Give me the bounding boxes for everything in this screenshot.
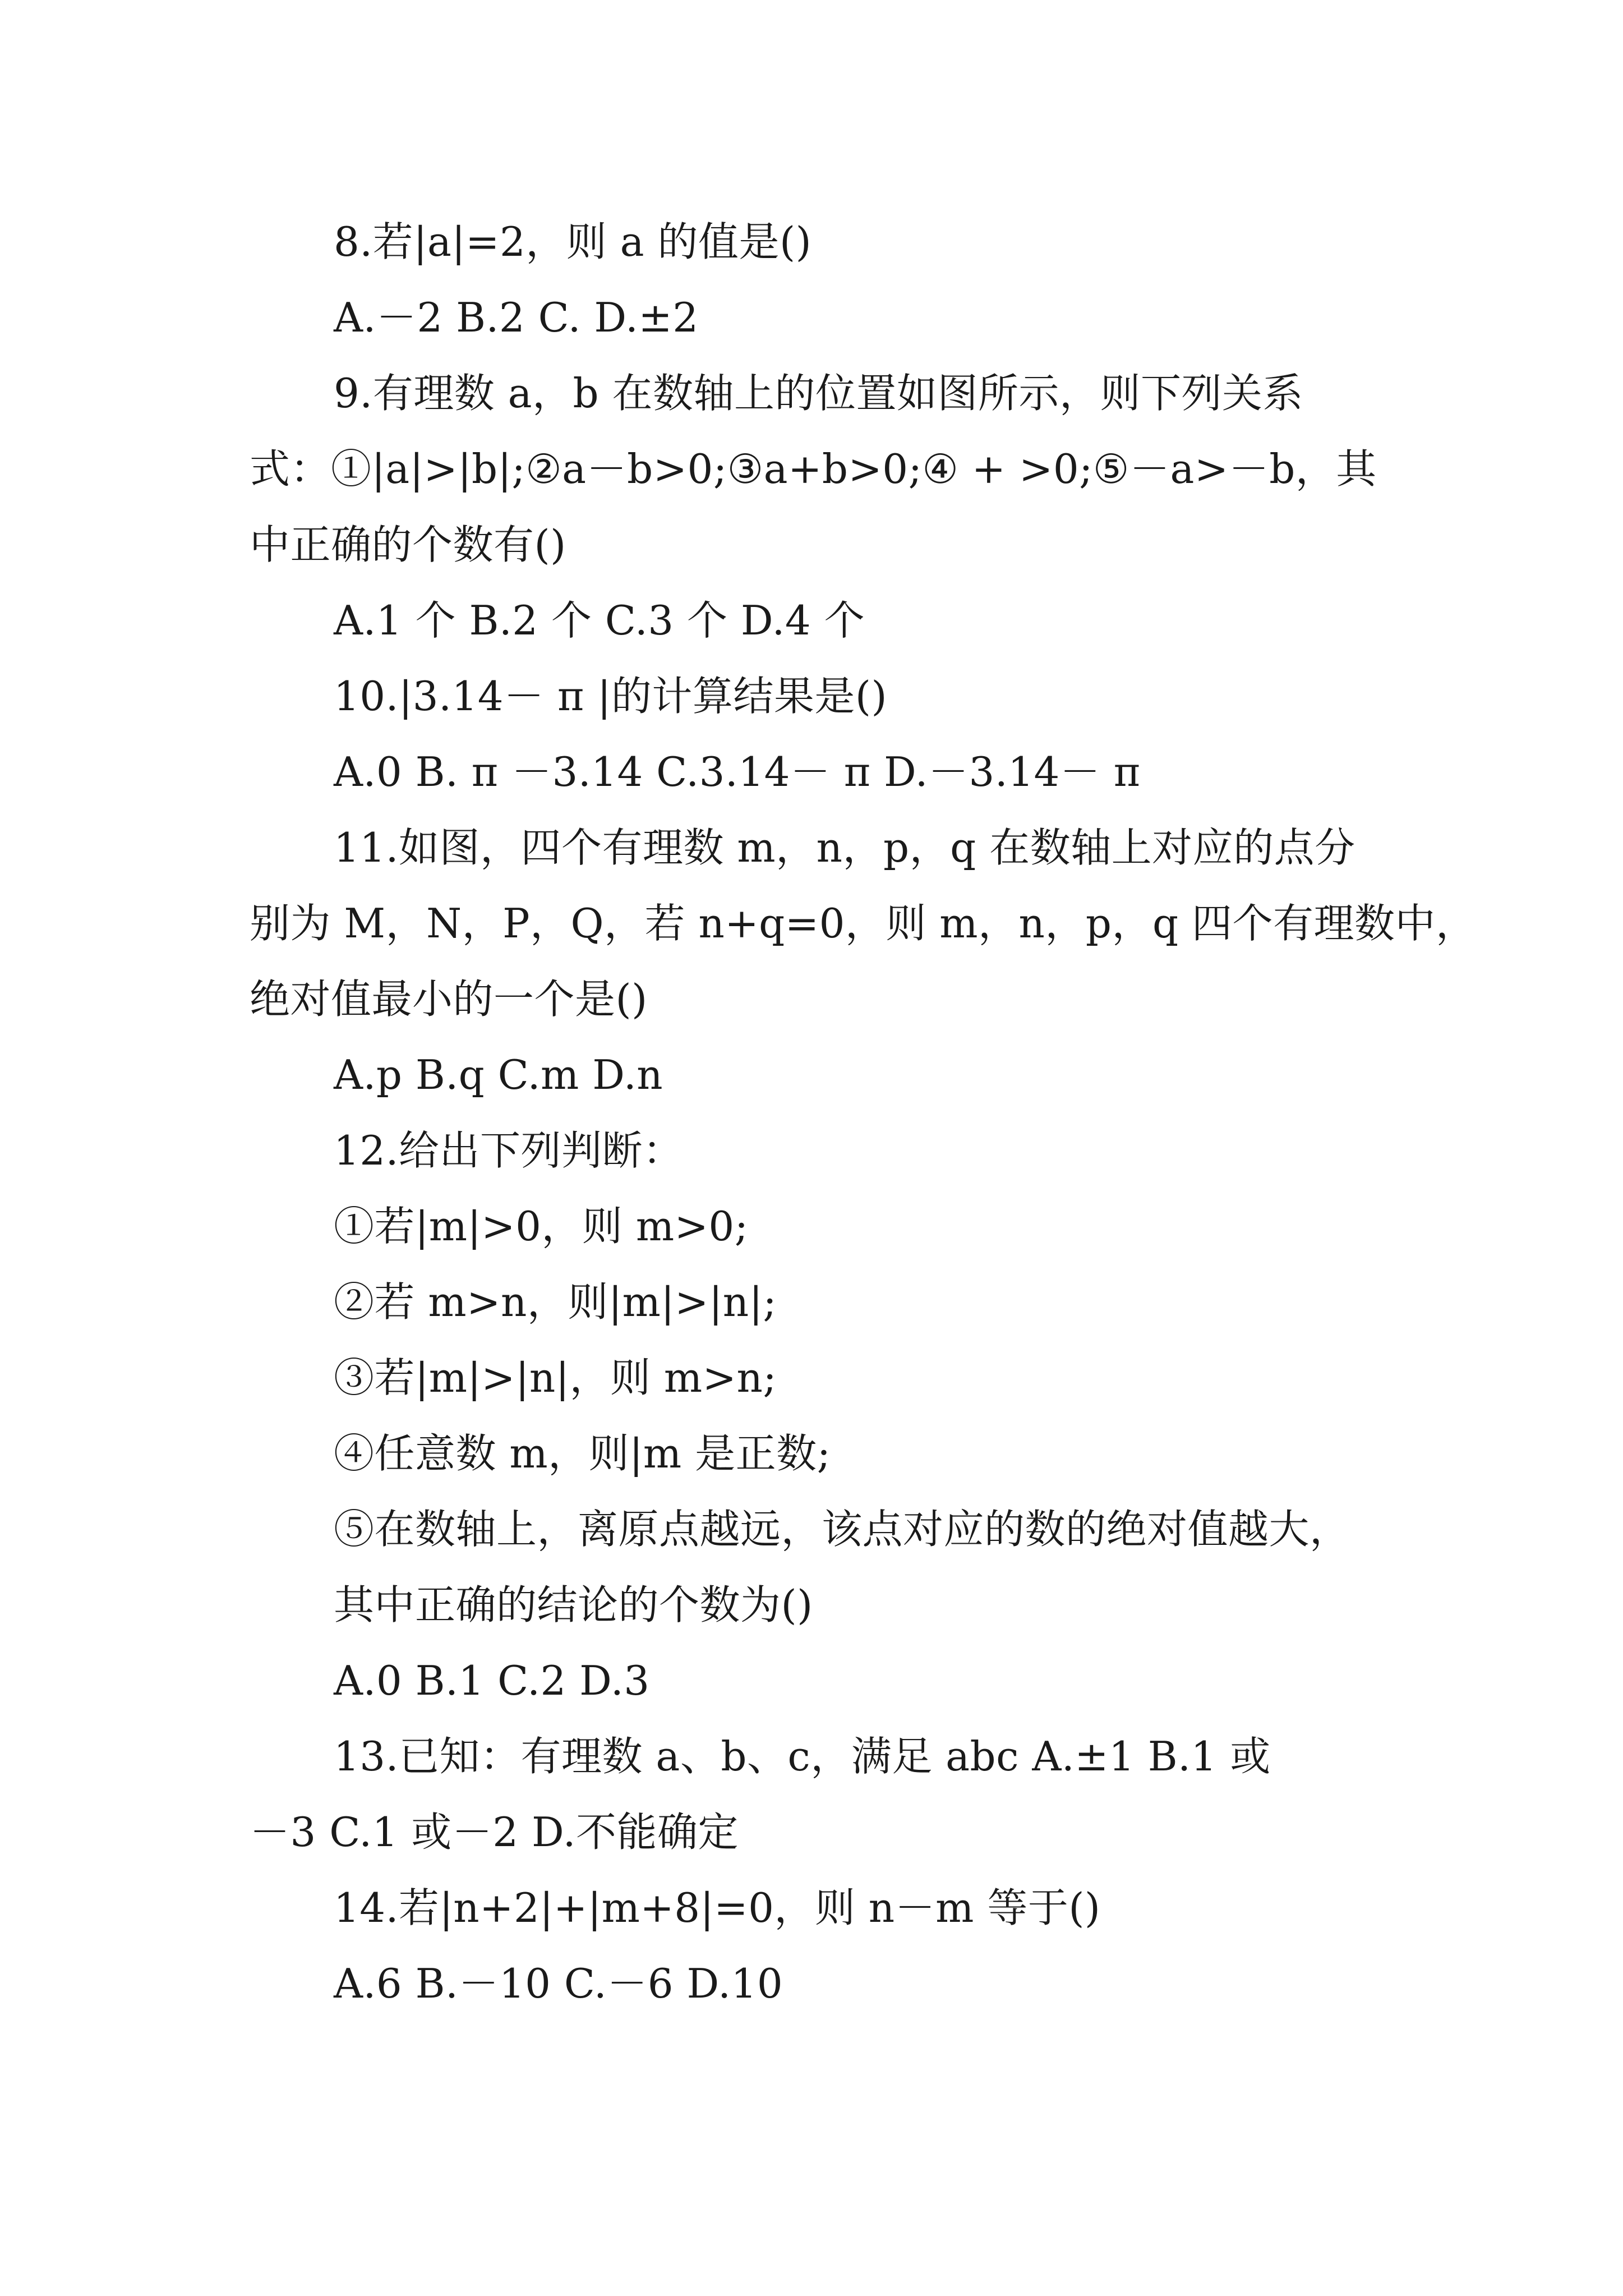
q11-options: A.p B.q C.m D.n (334, 1051, 663, 1098)
q10-stem: 10.|3.14－ π |的计算结果是() (334, 673, 888, 720)
q10-options: A.0 B. π －3.14 C.3.14－ π D.－3.14－ π (334, 748, 1141, 795)
q12-statement-1: ①若|m|>0，则 m>0; (334, 1203, 749, 1250)
q13-stem-line-2: －3 C.1 或－2 D.不能确定 (250, 1809, 739, 1856)
q8-stem: 8.若|a|=2，则 a 的值是() (334, 218, 812, 265)
q13-stem-line-1: 13.已知：有理数 a、b、c，满足 abc A.±1 B.1 或 (334, 1733, 1271, 1780)
q9-stem-line-1: 9.有理数 a，b 在数轴上的位置如图所示，则下列关系 (334, 370, 1303, 417)
q12-statement-2: ②若 m>n，则|m|>|n|; (334, 1278, 777, 1326)
q12-options: A.0 B.1 C.2 D.3 (334, 1657, 650, 1704)
q12-statement-5: ⑤在数轴上，离原点越远，该点对应的数的绝对值越大， (334, 1506, 1350, 1553)
q12-question: 其中正确的结论的个数为() (334, 1581, 813, 1628)
q11-stem-line-3: 绝对值最小的一个是() (250, 976, 648, 1023)
q11-stem-line-2: 别为 M，N，P，Q，若 n+q=0，则 m，n，p，q 四个有理数中， (250, 900, 1477, 947)
q11-stem-line-1: 11.如图，四个有理数 m，n，p，q 在数轴上对应的点分 (334, 824, 1355, 871)
q9-stem-line-3: 中正确的个数有() (250, 521, 566, 568)
q9-stem-line-2: 式：①|a|>|b|;②a－b>0;③a+b>0;④ + >0;⑤－a>－b，其 (250, 445, 1377, 493)
q14-options: A.6 B.－10 C.－6 D.10 (334, 1960, 783, 2007)
q8-options: A.－2 B.2 C. D.±2 (334, 294, 699, 341)
q14-stem: 14.若|n+2|+|m+8|=0，则 n－m 等于() (334, 1884, 1101, 1931)
q12-stem: 12.给出下列判断： (334, 1127, 684, 1174)
q9-options: A.1 个 B.2 个 C.3 个 D.4 个 (334, 597, 865, 644)
q12-statement-3: ③若|m|>|n|，则 m>n; (334, 1354, 777, 1401)
q12-statement-4: ④任意数 m，则|m 是正数; (334, 1430, 831, 1477)
